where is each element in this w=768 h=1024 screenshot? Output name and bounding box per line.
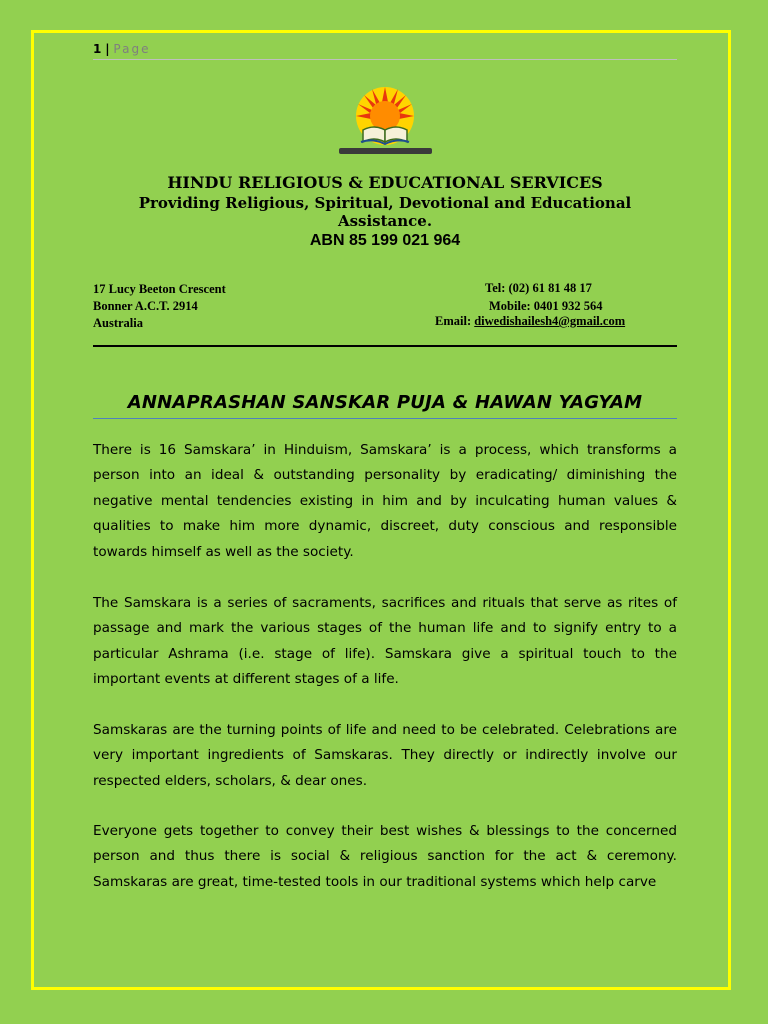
telephone: Tel: (02) 61 81 48 17	[485, 281, 592, 295]
body-paragraph: The Samskara is a series of sacraments, sacrifices and rituals that serve as rites of passage and mark the various stages of the human life and to signify entry to a particular Ashrama (i.e. stage of life). Samskara give a spiritual touch to the important events at different stages of a life.	[93, 595, 677, 688]
title-underline	[93, 418, 677, 419]
address-divider	[93, 345, 677, 347]
body-paragraph: Everyone gets together to convey their best wishes & blessings to the concerned person and thus there is social & religious sanction for the act & ceremony. Samskaras are great, time-tested tools in our traditional systems which help carve	[93, 823, 677, 890]
page-number: 1	[93, 42, 102, 56]
postal-address	[93, 281, 226, 332]
email-line	[435, 314, 625, 329]
logo-text-band	[339, 148, 432, 154]
mobile-number: Mobile: 0401 932 564	[489, 299, 603, 313]
page-separator: |	[105, 42, 110, 56]
page-word: Page	[113, 42, 151, 56]
address-line: Australia	[93, 316, 143, 330]
organization-name: HINDU RELIGIOUS & EDUCATIONAL SERVICES	[167, 173, 603, 192]
email-link[interactable]: diwedishailesh4@gmail.com	[474, 314, 626, 328]
email-label: Email:	[435, 314, 475, 328]
document-title: ANNAPRASHAN SANSKAR PUJA & HAWAN YAGYAM	[127, 392, 643, 413]
address-line: 17 Lucy Beeton Crescent	[93, 282, 226, 296]
abn-number: ABN 85 199 021 964	[309, 232, 461, 249]
organization-logo	[333, 86, 438, 158]
organization-tagline: Providing Religious, Spiritual, Devotional and Educational Assistance.	[138, 194, 632, 230]
body-paragraph: Samskaras are the turning points of life and need to be celebrated. Celebrations are very important ingredients of Samskaras. They directly or indirectly involve our respected elders, scholars, & dear ones.	[93, 722, 677, 789]
body-paragraph: There is 16 Samskara’ in Hinduism, Samskara’ is a process, which transforms a person into an ideal & outstanding personality by eradicating/ diminishing the negative mental tendencies existing in him and by inculcating human values & qualities to make him more dynamic, discreet, duty conscious and responsible towards himself as well as the society.	[93, 442, 677, 560]
page-number-header	[93, 42, 150, 56]
header-rule	[93, 59, 677, 60]
open-book-icon	[361, 127, 409, 144]
address-line: Bonner A.C.T. 2914	[93, 299, 198, 313]
